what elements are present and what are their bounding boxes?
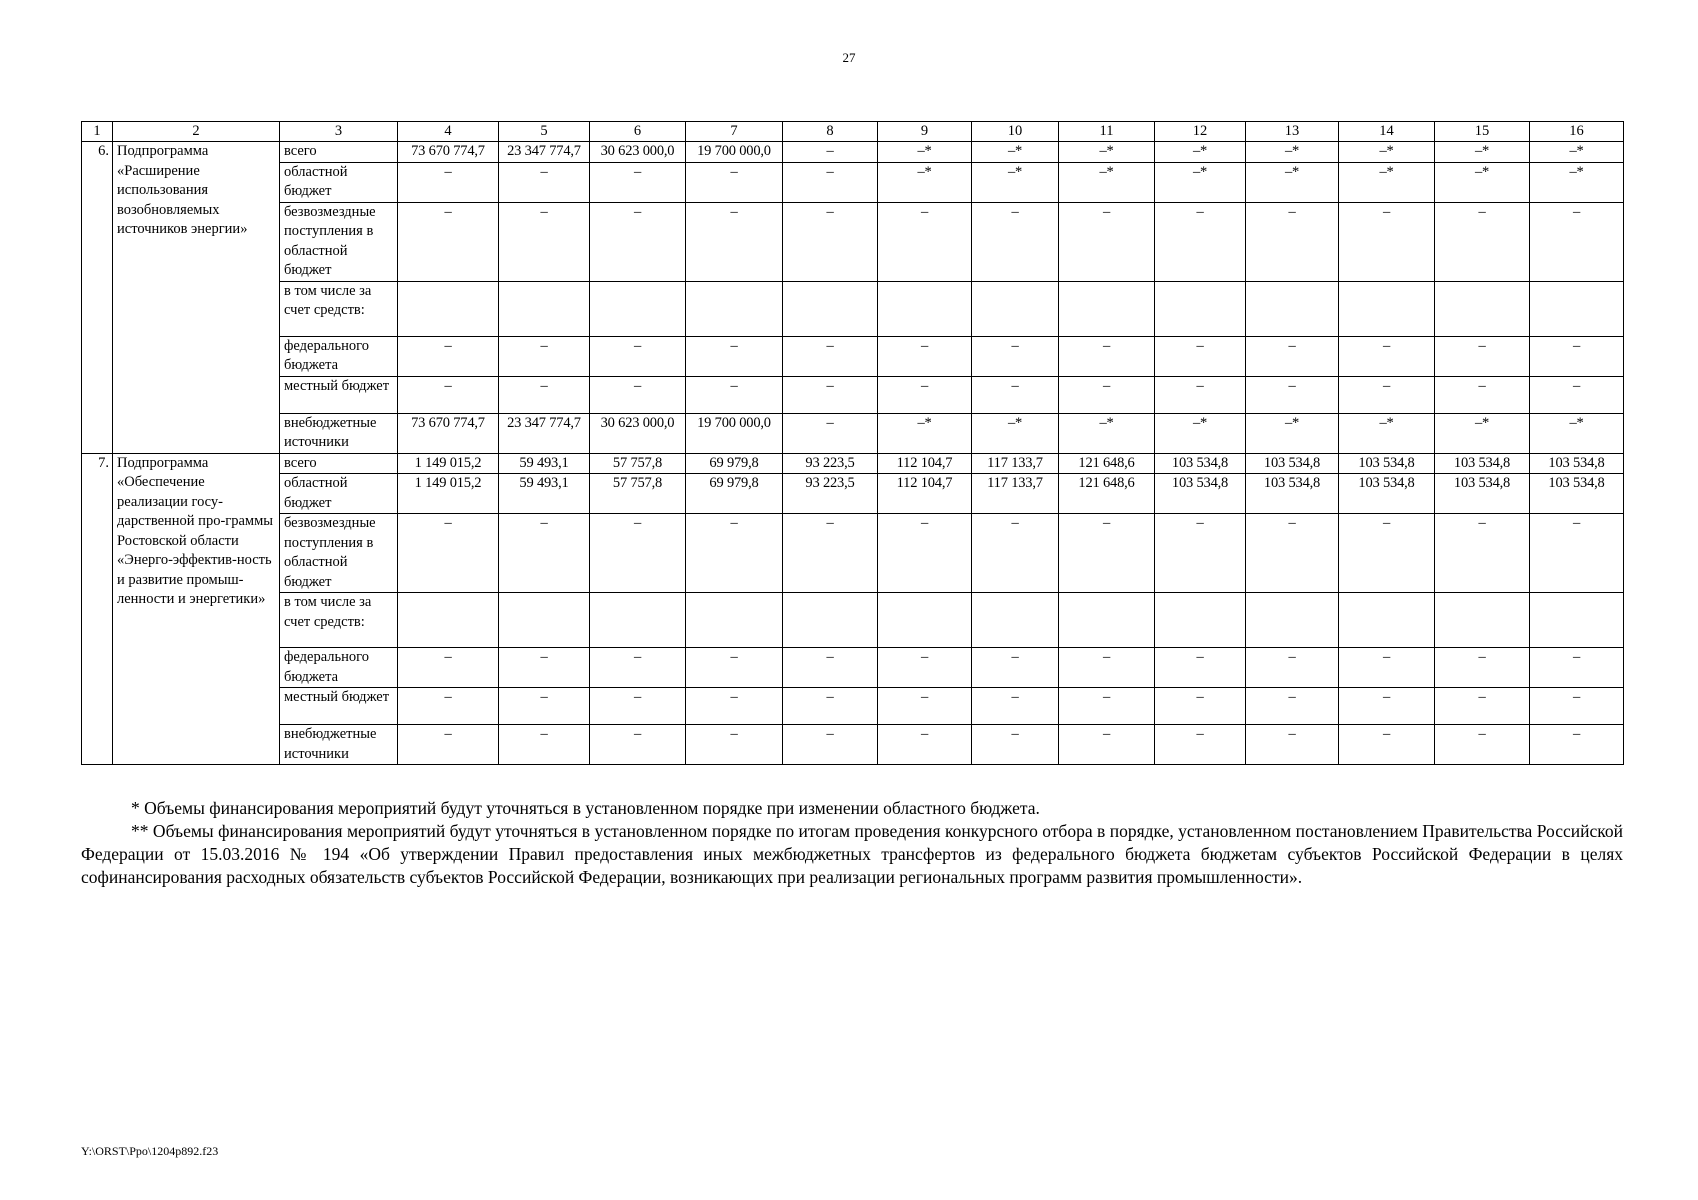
amount-cell	[878, 281, 972, 336]
footnote-2: ** Объемы финансирования мероприятий будут уточняться в установленном порядке по итогам проведения конкурсного отбора в порядке, установленном постановлением Правительства Российской Федерации от 15.03.2016 № 194 «Об утверждении Правил предоставления иных межбюджетных трансфертов из федерального бюджета бюджетам субъектов Российской Федерации в целях софинансирования расходных обязательств субъектов Российской Федерации, возникающих при реализации региональных программ развития промышленности».	[81, 821, 1623, 887]
amount-cell: –	[499, 336, 590, 376]
amount-cell: –	[398, 336, 499, 376]
financing-table	[81, 121, 1624, 765]
amount-cell	[1435, 593, 1530, 648]
amount-cell: 93 223,5	[783, 474, 878, 514]
amount-cell: –	[1435, 376, 1530, 413]
amount-cell: –	[878, 336, 972, 376]
amount-cell: –	[590, 648, 686, 688]
amount-cell: 121 648,6	[1059, 474, 1155, 514]
amount-cell: 103 534,8	[1530, 474, 1624, 514]
amount-cell: –	[590, 376, 686, 413]
amount-cell	[398, 593, 499, 648]
amount-cell: –	[972, 725, 1059, 765]
amount-cell: –*	[1339, 413, 1435, 453]
amount-cell: 117 133,7	[972, 453, 1059, 474]
header-cell: 13	[1246, 122, 1339, 142]
amount-cell	[590, 281, 686, 336]
amount-cell: –	[1246, 514, 1339, 593]
amount-cell: –*	[972, 162, 1059, 202]
amount-cell	[1155, 593, 1246, 648]
amount-cell: 57 757,8	[590, 474, 686, 514]
table-row	[82, 336, 1624, 376]
table-row	[82, 593, 1624, 648]
table-row	[82, 281, 1624, 336]
amount-cell: –	[783, 725, 878, 765]
funding-source: внебюджетные источники	[280, 413, 398, 453]
amount-cell: –	[686, 376, 783, 413]
amount-cell: –	[686, 688, 783, 725]
amount-cell: –	[590, 688, 686, 725]
amount-cell	[878, 593, 972, 648]
program-number: 7.	[82, 453, 113, 765]
amount-cell: –	[1246, 725, 1339, 765]
amount-cell: –	[590, 202, 686, 281]
amount-cell: –	[1155, 514, 1246, 593]
amount-cell: 103 534,8	[1246, 453, 1339, 474]
amount-cell: –	[878, 514, 972, 593]
amount-cell	[1059, 281, 1155, 336]
amount-cell: 112 104,7	[878, 453, 972, 474]
amount-cell: –	[1155, 336, 1246, 376]
amount-cell	[1530, 593, 1624, 648]
amount-cell	[1339, 281, 1435, 336]
amount-cell: –	[783, 648, 878, 688]
amount-cell: –	[398, 202, 499, 281]
funding-source: местный бюджет	[280, 688, 398, 725]
table-row	[82, 162, 1624, 202]
header-cell: 10	[972, 122, 1059, 142]
amount-cell: –*	[1530, 162, 1624, 202]
amount-cell: –	[878, 202, 972, 281]
amount-cell	[1435, 281, 1530, 336]
amount-cell: 103 534,8	[1435, 453, 1530, 474]
amount-cell	[686, 281, 783, 336]
amount-cell: 103 534,8	[1339, 453, 1435, 474]
amount-cell: –	[686, 336, 783, 376]
header-cell: 9	[878, 122, 972, 142]
amount-cell: –	[1435, 336, 1530, 376]
amount-cell: –	[1246, 688, 1339, 725]
amount-cell: 121 648,6	[1059, 453, 1155, 474]
amount-cell: 1 149 015,2	[398, 453, 499, 474]
header-cell: 15	[1435, 122, 1530, 142]
amount-cell: –	[1246, 648, 1339, 688]
amount-cell: –	[1059, 688, 1155, 725]
amount-cell: –	[878, 725, 972, 765]
header-cell: 8	[783, 122, 878, 142]
amount-cell: –	[878, 648, 972, 688]
amount-cell: –	[1339, 514, 1435, 593]
amount-cell: –	[878, 688, 972, 725]
amount-cell: –*	[972, 413, 1059, 453]
amount-cell: –	[1155, 688, 1246, 725]
header-cell: 1	[82, 122, 113, 142]
amount-cell: –	[499, 162, 590, 202]
amount-cell: 30 623 000,0	[590, 142, 686, 163]
amount-cell: –	[1339, 688, 1435, 725]
amount-cell	[499, 281, 590, 336]
amount-cell: –	[1155, 202, 1246, 281]
amount-cell: –	[1059, 376, 1155, 413]
amount-cell: –	[1530, 376, 1624, 413]
amount-cell: –	[1059, 725, 1155, 765]
amount-cell: –*	[1155, 162, 1246, 202]
amount-cell: –	[1530, 336, 1624, 376]
amount-cell: –	[972, 376, 1059, 413]
amount-cell: –	[499, 648, 590, 688]
amount-cell: –	[398, 648, 499, 688]
amount-cell: –	[972, 514, 1059, 593]
amount-cell: –	[590, 336, 686, 376]
amount-cell	[1246, 593, 1339, 648]
amount-cell: 112 104,7	[878, 474, 972, 514]
amount-cell: –	[1435, 648, 1530, 688]
amount-cell: –*	[878, 142, 972, 163]
amount-cell: 103 534,8	[1339, 474, 1435, 514]
table-row	[82, 725, 1624, 765]
amount-cell	[1339, 593, 1435, 648]
amount-cell: –	[783, 202, 878, 281]
amount-cell: –*	[1059, 142, 1155, 163]
amount-cell: 59 493,1	[499, 453, 590, 474]
amount-cell: –*	[1246, 413, 1339, 453]
amount-cell: –	[972, 336, 1059, 376]
header-cell: 6	[590, 122, 686, 142]
funding-source: безвозмездные поступления в областной бюджет	[280, 514, 398, 593]
amount-cell: 73 670 774,7	[398, 413, 499, 453]
amount-cell: –	[783, 514, 878, 593]
amount-cell: –*	[1435, 142, 1530, 163]
amount-cell: –	[1246, 202, 1339, 281]
amount-cell: –*	[1530, 413, 1624, 453]
funding-source: безвозмездные поступления в областной бюджет	[280, 202, 398, 281]
header-cell: 4	[398, 122, 499, 142]
funding-source: федерального бюджета	[280, 648, 398, 688]
amount-cell: –	[972, 648, 1059, 688]
program-name: Подпрограмма «Расширение использования возобновляемых источников энергии»	[113, 142, 280, 454]
funding-source: внебюджетные источники	[280, 725, 398, 765]
amount-cell: 103 534,8	[1155, 453, 1246, 474]
amount-cell: 23 347 774,7	[499, 142, 590, 163]
amount-cell: –	[783, 688, 878, 725]
header-cell: 5	[499, 122, 590, 142]
amount-cell: –	[398, 688, 499, 725]
amount-cell: –*	[972, 142, 1059, 163]
table-row	[82, 453, 1624, 474]
header-cell: 7	[686, 122, 783, 142]
amount-cell: –*	[1339, 162, 1435, 202]
header-cell: 14	[1339, 122, 1435, 142]
amount-cell	[783, 593, 878, 648]
amount-cell: –	[1155, 725, 1246, 765]
header-row	[82, 122, 1624, 142]
amount-cell	[783, 281, 878, 336]
amount-cell: –	[686, 162, 783, 202]
amount-cell: 103 534,8	[1155, 474, 1246, 514]
table-row	[82, 648, 1624, 688]
amount-cell: 59 493,1	[499, 474, 590, 514]
table-body	[82, 142, 1624, 765]
amount-cell: 1 149 015,2	[398, 474, 499, 514]
amount-cell: –	[1155, 648, 1246, 688]
table-row	[82, 142, 1624, 163]
amount-cell: –*	[1530, 142, 1624, 163]
amount-cell: –	[1059, 336, 1155, 376]
amount-cell: –	[1530, 725, 1624, 765]
amount-cell: –*	[878, 413, 972, 453]
amount-cell: –	[398, 162, 499, 202]
amount-cell: 73 670 774,7	[398, 142, 499, 163]
amount-cell: –	[590, 162, 686, 202]
amount-cell	[1059, 593, 1155, 648]
amount-cell: 103 534,8	[1530, 453, 1624, 474]
table-row	[82, 413, 1624, 453]
amount-cell: –	[1059, 202, 1155, 281]
amount-cell: –	[1339, 336, 1435, 376]
amount-cell: –*	[1435, 162, 1530, 202]
amount-cell: –*	[878, 162, 972, 202]
amount-cell: –	[878, 376, 972, 413]
amount-cell: –	[972, 202, 1059, 281]
funding-source: федерального бюджета	[280, 336, 398, 376]
amount-cell: –	[686, 514, 783, 593]
footnotes	[81, 797, 1623, 889]
amount-cell: –	[783, 413, 878, 453]
amount-cell: 30 623 000,0	[590, 413, 686, 453]
amount-cell: 19 700 000,0	[686, 413, 783, 453]
amount-cell: –	[499, 376, 590, 413]
amount-cell: –	[398, 514, 499, 593]
program-number: 6.	[82, 142, 113, 454]
header-cell: 12	[1155, 122, 1246, 142]
amount-cell: –	[972, 688, 1059, 725]
amount-cell: 117 133,7	[972, 474, 1059, 514]
amount-cell: –*	[1435, 413, 1530, 453]
amount-cell: –	[1339, 725, 1435, 765]
amount-cell: –	[1246, 336, 1339, 376]
amount-cell: –	[499, 688, 590, 725]
amount-cell: –	[1059, 514, 1155, 593]
header-cell: 2	[113, 122, 280, 142]
funding-source: всего	[280, 142, 398, 163]
amount-cell: –	[1435, 514, 1530, 593]
amount-cell: –	[783, 336, 878, 376]
amount-cell: –*	[1246, 142, 1339, 163]
amount-cell: –	[1435, 725, 1530, 765]
amount-cell: –*	[1155, 142, 1246, 163]
amount-cell: 93 223,5	[783, 453, 878, 474]
amount-cell: 69 979,8	[686, 453, 783, 474]
table-row	[82, 514, 1624, 593]
amount-cell: 23 347 774,7	[499, 413, 590, 453]
amount-cell	[1246, 281, 1339, 336]
amount-cell: –	[590, 725, 686, 765]
amount-cell	[972, 593, 1059, 648]
amount-cell: –*	[1059, 162, 1155, 202]
amount-cell: 103 534,8	[1246, 474, 1339, 514]
amount-cell: –	[1339, 648, 1435, 688]
header-cell: 16	[1530, 122, 1624, 142]
amount-cell: –	[686, 648, 783, 688]
amount-cell: –	[783, 142, 878, 163]
header-cell: 11	[1059, 122, 1155, 142]
amount-cell: –	[1530, 648, 1624, 688]
amount-cell: –	[1059, 648, 1155, 688]
program-name: Подпрограмма «Обеспечение реализации госу-дарственной про-граммы Ростовской области «Энерго-эффектив-ность и развитие промыш-ленности и энергетики»	[113, 453, 280, 765]
amount-cell: –	[686, 202, 783, 281]
amount-cell: –*	[1339, 142, 1435, 163]
amount-cell: –	[1530, 514, 1624, 593]
amount-cell: –*	[1155, 413, 1246, 453]
amount-cell: –	[783, 376, 878, 413]
table-row	[82, 202, 1624, 281]
amount-cell	[499, 593, 590, 648]
footnote-1: * Объемы финансирования мероприятий будут уточняться в установленном порядке при изменении областного бюджета.	[131, 798, 1040, 818]
amount-cell: –	[1530, 202, 1624, 281]
header-cell: 3	[280, 122, 398, 142]
amount-cell: –	[499, 514, 590, 593]
funding-source: областной бюджет	[280, 474, 398, 514]
file-path-footer: Y:\ORST\Ppo\1204p892.f23	[81, 1144, 219, 1158]
amount-cell: –	[1155, 376, 1246, 413]
amount-cell	[686, 593, 783, 648]
amount-cell: –	[398, 725, 499, 765]
amount-cell: –	[499, 202, 590, 281]
amount-cell: –	[590, 514, 686, 593]
amount-cell	[1530, 281, 1624, 336]
amount-cell: –	[398, 376, 499, 413]
amount-cell	[1155, 281, 1246, 336]
table-header	[82, 122, 1624, 142]
amount-cell: –	[1246, 376, 1339, 413]
amount-cell: –	[783, 162, 878, 202]
amount-cell: 69 979,8	[686, 474, 783, 514]
amount-cell: 57 757,8	[590, 453, 686, 474]
table-row	[82, 474, 1624, 514]
amount-cell	[972, 281, 1059, 336]
amount-cell: –	[1339, 376, 1435, 413]
amount-cell: –	[1339, 202, 1435, 281]
amount-cell: –	[1435, 688, 1530, 725]
funding-source: местный бюджет	[280, 376, 398, 413]
funding-source: областной бюджет	[280, 162, 398, 202]
amount-cell: –	[1435, 202, 1530, 281]
amount-cell: 103 534,8	[1435, 474, 1530, 514]
funding-source: всего	[280, 453, 398, 474]
amount-cell: –	[499, 725, 590, 765]
amount-cell: –*	[1246, 162, 1339, 202]
amount-cell: 19 700 000,0	[686, 142, 783, 163]
amount-cell: –*	[1059, 413, 1155, 453]
page-number: 27	[842, 50, 856, 65]
amount-cell: –	[686, 725, 783, 765]
amount-cell	[398, 281, 499, 336]
funding-source: в том числе за счет средств:	[280, 593, 398, 648]
table-row	[82, 688, 1624, 725]
amount-cell	[590, 593, 686, 648]
table-row	[82, 376, 1624, 413]
amount-cell: –	[1530, 688, 1624, 725]
funding-source: в том числе за счет средств:	[280, 281, 398, 336]
